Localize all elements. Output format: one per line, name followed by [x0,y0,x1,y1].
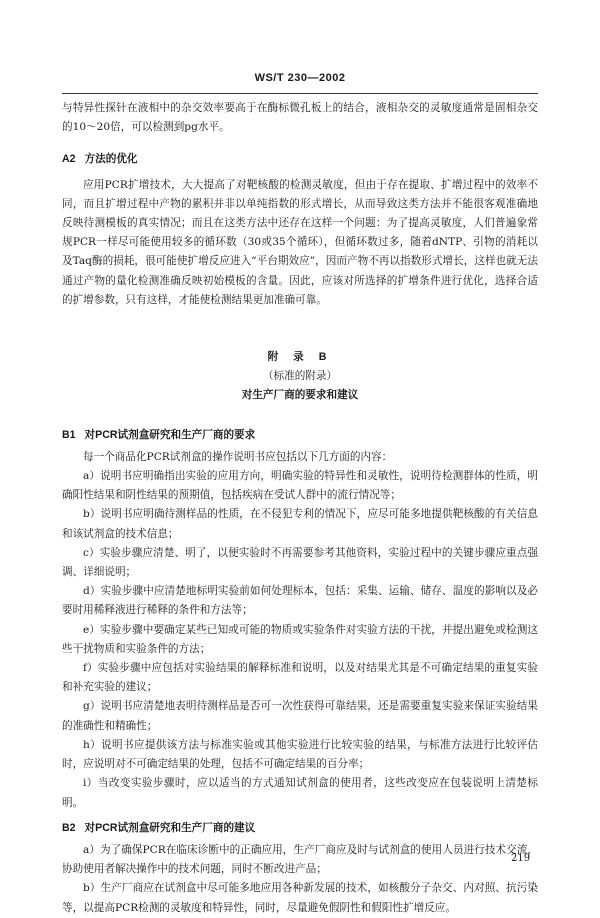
b1-item-h: h）说明书应提供该方法与标准实验或其他实验进行比较实验的结果，与标准方法进行比较评估时，应说明对不可确定结果的处理，包括不可确定结果的百分率； [62,738,538,771]
b1-item-g: g）说明书应清楚地表明待测样品是否可一次性获得可靠结果，还是需要重复实验来保证实验结果的准确性和精确性； [62,700,538,732]
b1-item-a: a）说明书应明确指出实验的应用方向，明确实验的特异性和灵敏性，说明待检测群体的性质，明确阳性结果和阴性结果的预期值，包括疾病在受试人群中的流行情况等； [62,470,538,502]
section-number: A2 [62,153,76,166]
section-a2-paragraph: 应用PCR扩增技术，大大提高了对靶核酸的检测灵敏度，但由于存在提取、扩增过程中的效率不同，而且扩增过程中产物的累积并非以单纯指数的形式增长，从而导致这类方法并不能很客观准确地反映待测模板的真实情况；而且在这类方法中还存在这样一个问题：为了提高灵敏度，人们普遍象常规PCR一样尽可能使用较多的循环数（30或35个循环），但循环数过多，随着dNTP、引物的消耗以及Taq酶的损耗，很可能使扩增反应进入“平台期效应”，因而产物不再以指数形式增长，这样也就无法通过产物的量化检测准确反映初始模板的含量。因此，应该对所选择的扩增条件进行优化，选择合适的扩增参数，只有这样，才能使检测结果更加准确可靠。 [62,178,538,306]
appendix-subtitle: （标准的附录） [262,370,338,383]
b1-item-f: f）实验步骤中应包括对实验结果的解释标准和说明，以及对结果尤其是不可确定结果的重复实验和补充实验的建议； [62,662,538,694]
section-number: B2 [62,821,76,834]
section-b1-heading [62,426,538,445]
b1-item-c: c）实验步骤应清楚、明了，以便实验时不再需要参考其他资料，实验过程中的关键步骤应重点强调、详细说明； [62,546,538,579]
content-body [62,99,538,918]
appendix-title: 附 录 B [267,351,333,364]
b1-item-i: i）当改变实验步骤时，应以适当的方式通知试剂盒的使用者，这些改变应在包装说明上清楚标明。 [62,777,538,809]
a-continuation-paragraph: 与特异性探针在液相中的杂交效率要高于在酶标微孔板上的结合，液相杂交的灵敏度通常是固相杂交的10～20倍，可以检测到pg水平。 [62,102,538,134]
b1-intro: 每一个商品化PCR试剂盒的操作说明书应包括以下几方面的内容： [83,450,393,463]
b1-item-e: e）实验步骤中要确定某些已知或可能的物质或实验条件对实验方法的干扰，并提出避免或检测这些干扰物质和实验条件的方法； [62,623,538,655]
section-number: B1 [62,428,76,441]
section-title: 对PCR试剂盒研究和生产厂商的要求 [84,428,256,441]
section-a2-heading [62,150,538,169]
b2-item-b: b）生产厂商应在试剂盒中尽可能多地应用各种新发展的技术，如核酸分子杂交、内对照、抗污染等，以提高PCR检测的灵敏度和特异性，同时，尽量避免假阴性和假阳性扩增反应。 [62,882,538,914]
b1-item-d: d）实验步骤中应清楚地标明实验前如何处理标本，包括：采集、运输、储存、温度的影响以及必要时用稀释液进行稀释的条件和方法等； [62,585,538,617]
b2-item-a: a）为了确保PCR在临床诊断中的正确应用，生产厂商应及时与试剂盒的使用人员进行技术交流，协助使用者解决操作中的技术问题，同时不断改进产品； [62,843,538,876]
header-rule [62,93,538,94]
section-b2-heading [62,819,538,838]
b1-item-b: b）说明书应明确待测样品的性质，在不侵犯专利的情况下，应尽可能多地提供靶核酸的有关信息和该试剂盒的技术信息； [62,508,538,540]
page-number: 219 [511,853,531,864]
standard-header: WS/T 230—2002 [254,72,346,84]
section-title: 对PCR试剂盒研究和生产厂商的建议 [84,821,256,834]
section-title: 方法的优化 [84,153,138,166]
appendix-main-title: 对生产厂商的要求和建议 [241,389,359,402]
